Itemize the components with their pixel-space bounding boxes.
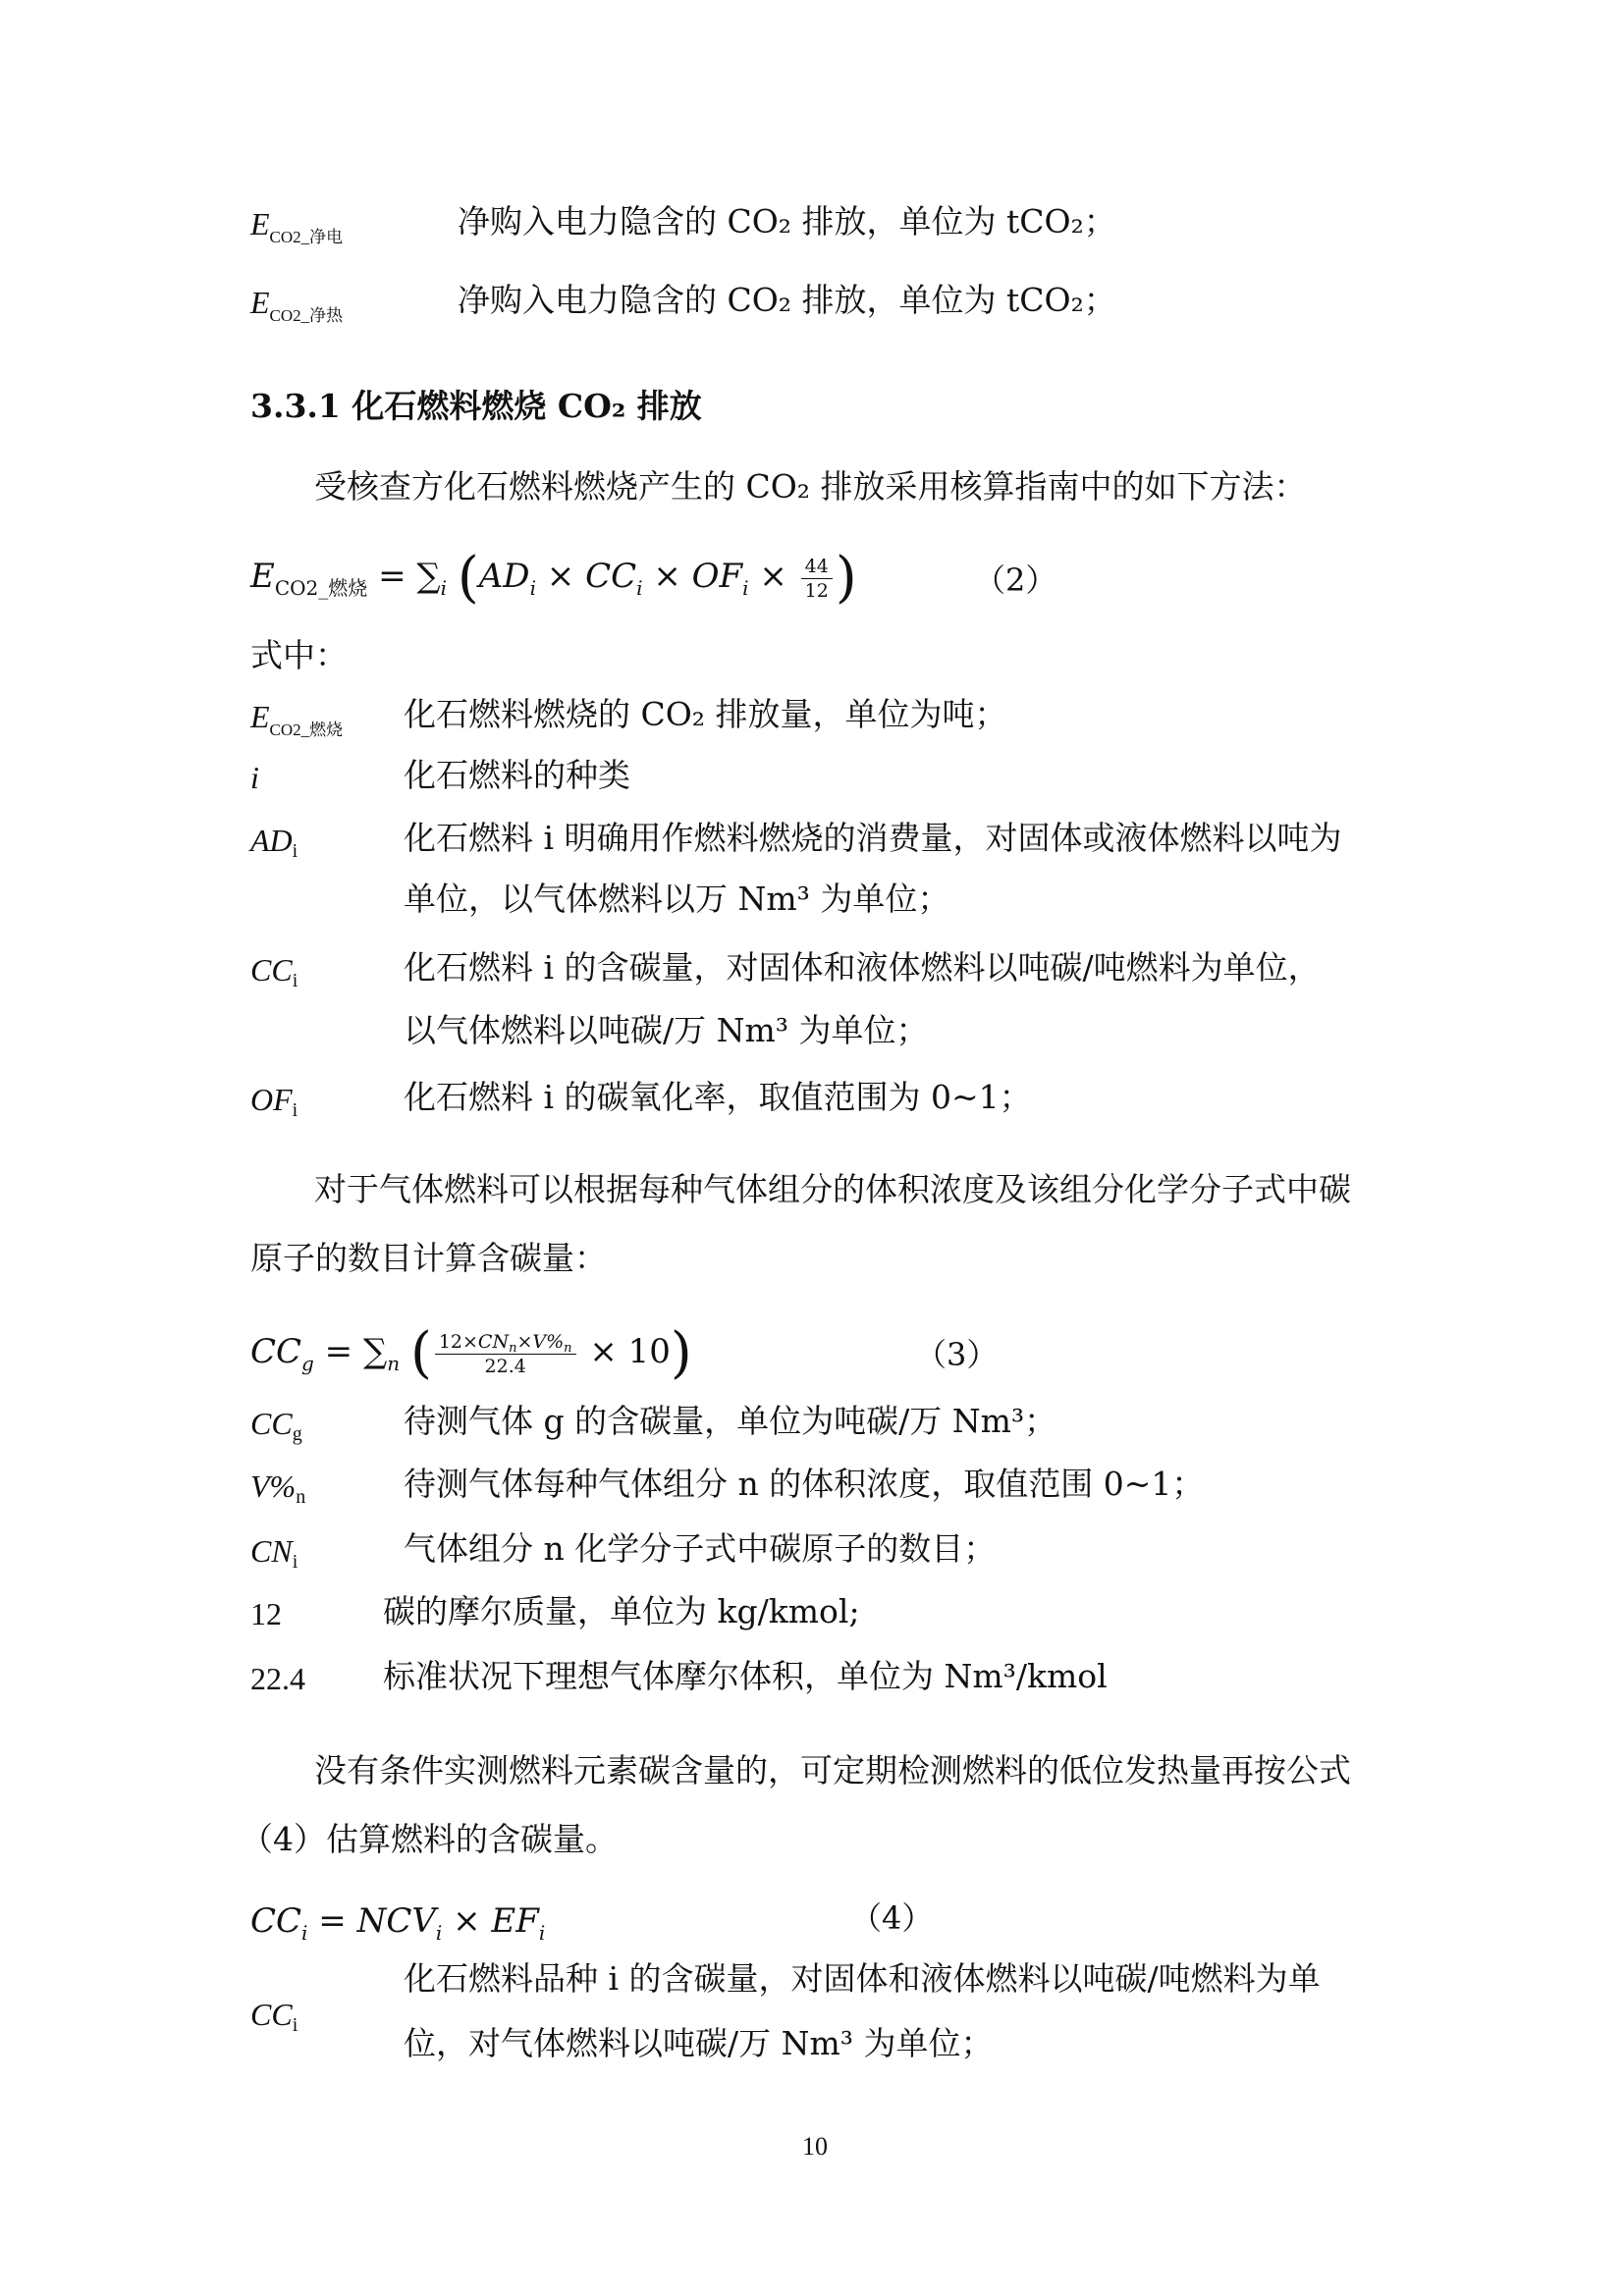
definition-ad-i-line1: 化石燃料 i 明确用作燃料燃烧的消费量，对固体或液体燃料以吨为 <box>404 819 1342 857</box>
definition-of-i: 化石燃料 i 的碳氧化率，取值范围为 0~1； <box>404 1078 1032 1116</box>
definition-i: 化石燃料的种类 <box>404 756 630 794</box>
definition-12: 碳的摩尔质量，单位为 kg/kmol; <box>383 1592 860 1630</box>
ncv-paragraph-line2: （4）估算燃料的含碳量。 <box>241 1820 618 1858</box>
symbol-v-percent-n: $V\%_n$ <box>250 1468 306 1508</box>
page-number: 10 <box>802 2132 828 2161</box>
definition-cc-g: 待测气体 g 的含碳量，单位为吨碳/万 Nm³； <box>404 1402 1057 1440</box>
symbol-i: i <box>250 760 259 795</box>
fraction-carbon: $\frac{12\times CN_n\times V\%_n}{22.4}$ <box>435 1330 576 1378</box>
definition-22-4: 标准状况下理想气体摩尔体积，单位为 Nm³/kmol <box>383 1657 1108 1695</box>
symbol-cc-g: $CC_g$ <box>250 1406 302 1445</box>
definition-cn-i: 气体组分 n 化学分子式中碳原子的数目； <box>404 1529 997 1568</box>
symbol-e-co2-combustion: $E_{CO2\_燃烧}$ <box>250 699 344 739</box>
definition-cc-i-line1: 化石燃料 i 的含碳量，对固体和液体燃料以吨碳/吨燃料为单位， <box>404 948 1321 987</box>
symbol-of-i: $OF_i$ <box>250 1082 298 1121</box>
ncv-paragraph-line1: 没有条件实测燃料元素碳含量的，可定期检测燃料的低位发热量再按公式 <box>314 1751 1351 1789</box>
equation-3: $CC_g = \sum_n$ ( $\frac{12\times CN_n\times V\%_n}{22.4}$ × 10) <box>250 1321 692 1385</box>
equation-2: $E_{CO2\_燃烧} = \sum_i$ ($AD_i \times CC_i \times OF_i$ × $\frac{44}{12}$ ) <box>250 546 857 610</box>
symbol-cc-i-eq4: $CC_i$ <box>250 1997 298 2036</box>
definition-cc-i-eq4-line1: 化石燃料品种 i 的含碳量，对固体和液体燃料以吨碳/吨燃料为单 <box>404 1959 1321 1998</box>
symbol-e-co2-net-electricity: $E_{CO2\_净电}$ <box>250 206 344 246</box>
symbol-ad-i: $AD_i$ <box>250 823 298 862</box>
definition-cc-i-eq4-line2: 位，对气体燃料以吨碳/万 Nm³ 为单位； <box>404 2024 994 2062</box>
section-heading: 3.3.1 化石燃料燃烧 CO₂ 排放 <box>250 387 702 425</box>
definition-v-percent-n: 待测气体每种气体组分 n 的体积浓度，取值范围 0~1； <box>404 1465 1205 1503</box>
intro-paragraph: 受核查方化石燃料燃烧产生的 CO₂ 排放采用核算指南中的如下方法： <box>314 467 1307 506</box>
definition-net-electricity: 净购入电力隐含的 CO₂ 排放，单位为 tCO₂； <box>458 202 1116 240</box>
fraction-44-12: $\frac{44}{12}$ <box>801 555 833 603</box>
definition-ad-i-line2: 单位，以气体燃料以万 Nm³ 为单位； <box>404 880 950 918</box>
formula-intro: 式中： <box>250 636 348 674</box>
definition-cc-i-line2: 以气体燃料以吨碳/万 Nm³ 为单位； <box>404 1011 929 1049</box>
equation-number-2: （2） <box>974 561 1057 599</box>
definition-net-heat: 净购入电力隐含的 CO₂ 排放，单位为 tCO₂； <box>458 281 1116 319</box>
equation-number-3: （3） <box>915 1336 999 1373</box>
gas-paragraph-line2: 原子的数目计算含碳量： <box>250 1239 607 1277</box>
gas-paragraph-line1: 对于气体燃料可以根据每种气体组分的体积浓度及该组分化学分子式中碳 <box>314 1170 1351 1208</box>
equation-4: $CC_i = NCV_i \times EF_i$ <box>250 1901 546 1945</box>
symbol-12: 12 <box>250 1596 282 1631</box>
symbol-cn-i: $CN_i$ <box>250 1533 298 1573</box>
definition-e-co2-combustion: 化石燃料燃烧的 CO₂ 排放量，单位为吨； <box>404 695 1007 733</box>
symbol-22-4: 22.4 <box>250 1661 305 1696</box>
symbol-cc-i: $CC_i$ <box>250 952 298 991</box>
symbol-e-co2-net-heat: $E_{CO2\_净热}$ <box>250 285 344 325</box>
equation-number-4: （4） <box>850 1899 934 1937</box>
